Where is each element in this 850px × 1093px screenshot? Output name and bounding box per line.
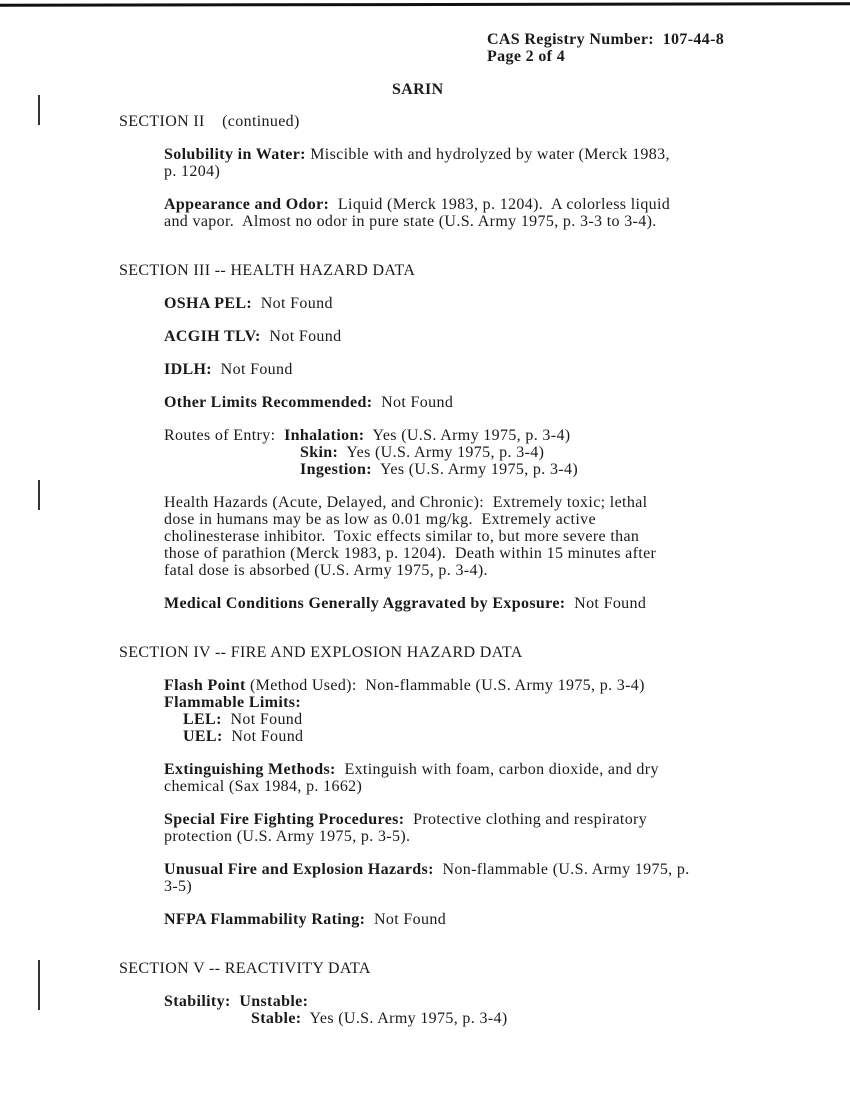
page-number: Page 2 of 4	[487, 48, 566, 65]
document-body	[119, 113, 839, 1027]
field-label: Medical Conditions Generally Aggravated by Exposure:	[164, 595, 566, 612]
flash-point	[164, 677, 839, 745]
field-value: and vapor. Almost no odor in pure state (U.S. Army 1975, p. 3-3 to 3-4).	[164, 213, 657, 230]
special-procedures	[164, 811, 839, 845]
field-value: Not Found	[211, 361, 293, 378]
field-label: Skin:	[300, 444, 339, 461]
field-value: Not Found	[372, 394, 454, 411]
section-heading: SECTION IV -- FIRE AND EXPLOSION HAZARD DATA	[119, 644, 523, 661]
routes-of-entry	[164, 427, 839, 478]
field-label: Solubility in Water:	[164, 146, 306, 163]
field-value: Protective clothing and respiratory	[404, 811, 648, 828]
field-value: Liquid (Merck 1983, p. 1204). A colorless liquid	[329, 196, 671, 213]
health-hazards	[164, 494, 839, 579]
field-label: IDLH:	[164, 361, 212, 378]
extinguishing-methods	[164, 761, 839, 795]
section-heading: SECTION III -- HEALTH HAZARD DATA	[119, 262, 416, 279]
field-value: cholinesterase inhibitor. Toxic effects similar to, but more severe than	[164, 528, 640, 545]
acgih-tlv	[164, 328, 839, 345]
field-value: p. 1204)	[164, 163, 221, 180]
field-value: Not Found	[565, 595, 647, 612]
field-value: dose in humans may be as low as 0.01 mg/kg. Extremely active	[164, 511, 596, 528]
field-value: protection (U.S. Army 1975, p. 3-5).	[164, 828, 411, 845]
field-label: Special Fire Fighting Procedures:	[164, 811, 405, 828]
other-limits	[164, 394, 839, 411]
nfpa-rating	[164, 911, 839, 928]
field-label: Inhalation:	[284, 427, 365, 444]
field-label: Other Limits Recommended:	[164, 394, 373, 411]
field-value: those of parathion (Merck 1983, p. 1204). Death within 15 minutes after	[164, 545, 657, 562]
field-value: 3-5)	[164, 878, 193, 895]
field-label: Unstable:	[230, 993, 309, 1010]
field-value: (Acute, Delayed, and Chronic): Extremely toxic; lethal	[267, 494, 648, 511]
field-value: Extinguish with foam, carbon dioxide, and dry	[335, 761, 659, 778]
field-label: Health Hazards	[164, 494, 268, 511]
field-label: Unusual Fire and Explosion Hazards:	[164, 861, 434, 878]
unusual-hazards	[164, 861, 839, 895]
idlh	[164, 361, 839, 378]
field-label: NFPA Flammability Rating:	[164, 911, 366, 928]
solubility	[164, 146, 839, 180]
binder-mark	[38, 480, 40, 510]
field-label: Flash Point	[164, 677, 246, 694]
field-value: chemical (Sax 1984, p. 1662)	[164, 778, 363, 795]
field-value: Yes (U.S. Army 1975, p. 3-4)	[364, 427, 571, 444]
section-heading: SECTION II (continued)	[119, 113, 300, 130]
field-label: Flammable Limits:	[164, 694, 302, 711]
field-value: Miscible with and hydrolyzed by water (Merck 1983,	[305, 146, 670, 163]
field-value: Not Found	[221, 711, 303, 728]
medical-conditions	[164, 595, 839, 612]
appearance	[164, 196, 839, 230]
field-value: Not Found	[222, 728, 304, 745]
field-label: ACGIH TLV:	[164, 328, 261, 345]
cas-number: CAS Registry Number: 107-44-8	[487, 31, 725, 48]
field-label: LEL:	[183, 711, 222, 728]
field-value: Yes (U.S. Army 1975, p. 3-4)	[301, 1010, 508, 1027]
osha-pel	[164, 295, 839, 312]
field-value: Not Found	[260, 328, 342, 345]
binder-mark	[38, 960, 40, 1010]
field-label: UEL:	[183, 728, 223, 745]
field-label: Stable:	[251, 1010, 302, 1027]
field-value: Yes (U.S. Army 1975, p. 3-4)	[338, 444, 545, 461]
field-value: Yes (U.S. Army 1975, p. 3-4)	[371, 461, 579, 478]
field-label: Stability:	[164, 993, 231, 1010]
field-value: Non-flammable (U.S. Army 1975, p.	[433, 861, 690, 878]
field-label: Appearance and Odor:	[164, 196, 330, 213]
field-label: Routes of Entry:	[164, 427, 276, 444]
field-label: OSHA PEL:	[164, 295, 253, 312]
stability	[164, 993, 839, 1027]
field-value: fatal dose is absorbed (U.S. Army 1975, p. 3-4).	[164, 562, 488, 579]
page-header	[487, 31, 724, 65]
section-heading: SECTION V -- REACTIVITY DATA	[119, 960, 371, 977]
field-label: Ingestion:	[300, 461, 372, 478]
field-label: Extinguishing Methods:	[164, 761, 336, 778]
binder-mark	[38, 95, 40, 125]
field-value: (Method Used): Non-flammable (U.S. Army 1975, p. 3-4)	[245, 677, 645, 694]
field-value: Not Found	[365, 911, 447, 928]
field-value: Not Found	[252, 295, 333, 312]
document-title: SARIN	[392, 81, 444, 98]
top-rule	[0, 2, 850, 6]
